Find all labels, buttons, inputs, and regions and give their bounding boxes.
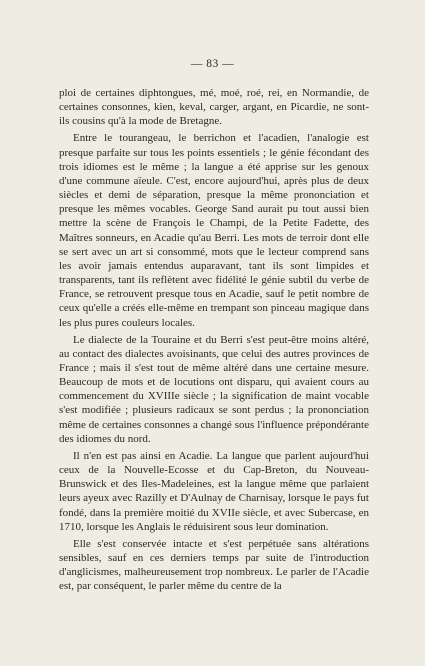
paragraph-1: ploi de certaines diphtongues, mé, moé, roé, rei, en Normandie, de certaines consonnes, kien, keval, carger, argant, en Picardie, ne sont-ils cousins qu'à la mode de Bretagne. <box>59 87 369 128</box>
body-text <box>59 86 369 593</box>
paragraph-2: Entre le tourangeau, le berrichon et l'acadien, l'analogie est presque parfaite sur tous les points essentiels ; le génie fécondant des trois idiomes est le même ; la langue a été apprise sur les genoux d'une commune aïeule. C'est, encore aujourd'hui, après plus de deux siècles et demi de séparation, presque la même prononciation et presque les mêmes vocables. George Sand aurait pu tout aussi bien mettre la scène de François le Champi, de la Petite Fadette, des Maîtres sonneurs, en Acadie qu'au Berri. Les mots de terroir dont elle se sert avec un art si consommé, mots que le lecteur comprend sans les avoir jamais entendus auparavant, tant ils sont limpides et transparents, tant ils reflètent avec fidélité le génie subtil du verbe de France, se retrouvent presque tous en Acadie, sauf le petit nombre de ceux qu'elle a créés elle-même en trempant son pinceau magique dans les plus pures couleurs locales. <box>59 132 369 329</box>
paragraph-4: Il n'en est pas ainsi en Acadie. La langue que parlent aujourd'hui ceux de la Nouvelle-Ecosse et du Cap-Breton, du Nouveau-Brunswick et des Iles-Madeleines, est la langue même que parlaient leurs ayeux avec Razilly et D'Aulnay de Charnisay, lorsque le pays fut fondé, dans la première moitié du XVIIe siècle, et avec Subercase, en 1710, lorsque les Anglais le réduisirent sous leur domination. <box>59 449 369 533</box>
page-number: — 83 — <box>190 58 235 70</box>
paragraph-5: Elle s'est conservée intacte et s'est perpétuée sans altérations sensibles, sauf en ces derniers temps par suite de l'introduction d'anglicismes, malheureusement trop nombreux. Le parler de l'Acadie est, par conséquent, le parler même du centre de la <box>59 537 369 593</box>
paragraph-3: Le dialecte de la Touraine et du Berri s'est peut-être moins altéré, au contact des dialectes avoisinants, que celui des autres provinces de France ; mais il s'est tout de même altéré dans une certaine mesure. Beaucoup de mots et de locutions ont disparu, qui avaient cours au commencement du XVIIIe siècle ; la signification de maint vocable s'est modifiée ; plusieurs radicaux se sont perdus ; la prononciation même de certaines consonnes a changé sous l'influence prépondérante des idiomes du nord. <box>59 333 369 445</box>
